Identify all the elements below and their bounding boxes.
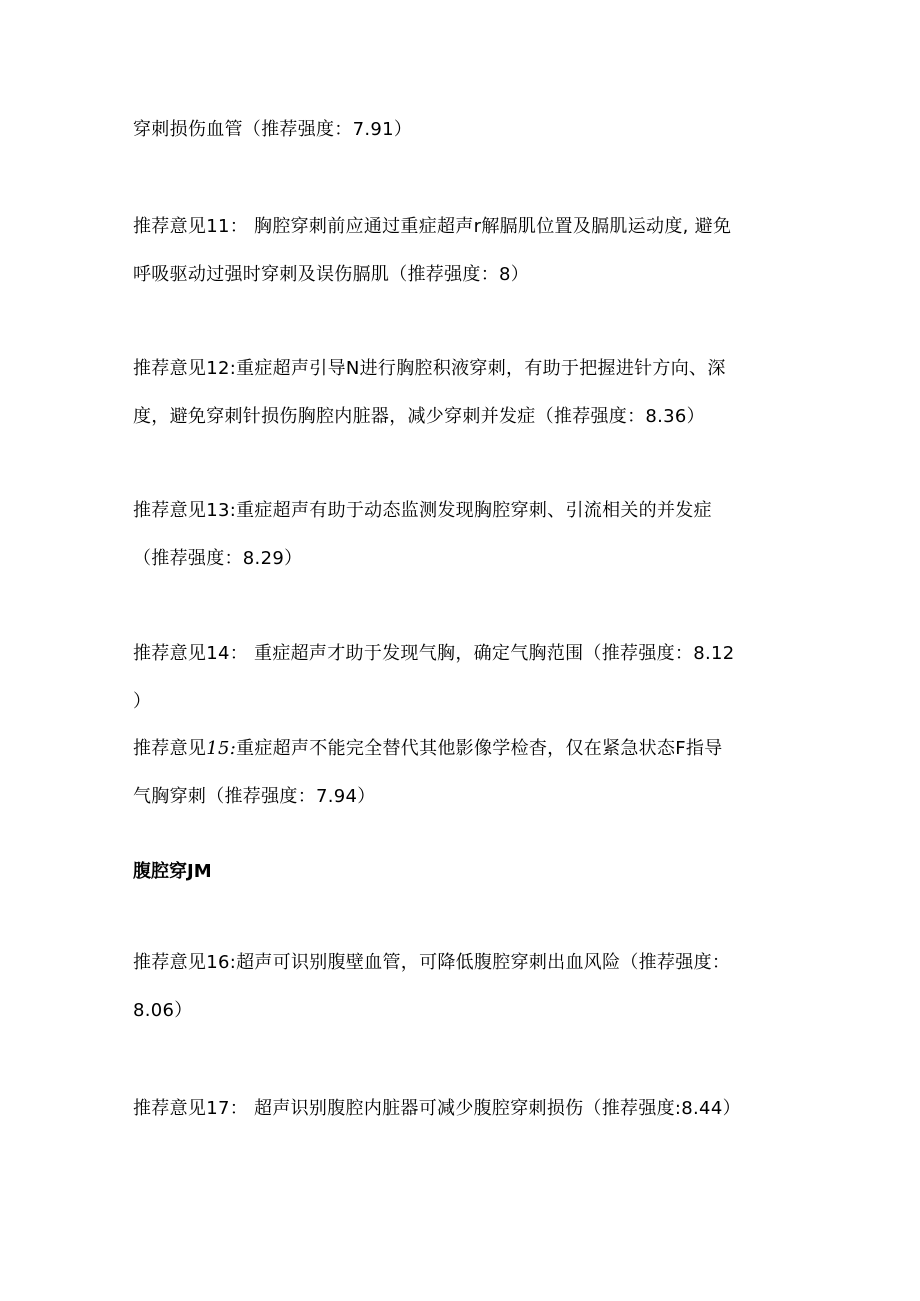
paragraph-line: 度，避免穿刺针损伤胸腔内脏器，减少穿刺并发症（推荐强度：8.36） xyxy=(133,406,705,427)
paragraph-line: 气胸穿刺（推荐强度：7.94） xyxy=(133,786,376,807)
paragraph-line: 穿刺损伤血管（推荐强度：7.91） xyxy=(133,119,413,140)
paragraph-line: 推荐意见11： 胸腔穿刺前应通过重症超声r解膈肌位置及膈肌运动度, 避免 xyxy=(133,216,732,237)
paragraph-text: 重症超声不能完全替代其他影像学检杳，仅在紧急状态F指导 xyxy=(236,738,723,759)
paragraph-prefix: 推荐意见 xyxy=(133,738,207,759)
paragraph-line: 推荐意见16:超声可识别腹壁血管，可降低腹腔穿刺出血风险（推荐强度： xyxy=(133,952,731,973)
paragraph-line: 8.06） xyxy=(133,1000,193,1021)
paragraph-line xyxy=(133,736,793,762)
paragraph-line: （推荐强度：8.29） xyxy=(133,548,303,569)
section-heading: 腹腔穿JM xyxy=(133,861,212,882)
paragraph-number-italic: 15: xyxy=(206,738,237,759)
paragraph-line: ） xyxy=(133,691,152,712)
paragraph-line: 呼吸驱动过强时穿刺及误伤膈肌（推荐强度：8） xyxy=(133,264,530,285)
paragraph-line: 推荐意见13:重症超声有助于动态监测发现胸腔穿刺、引流相关的并发症 xyxy=(133,500,712,521)
paragraph-line: 推荐意见12:重症超声引导N进行胸腔积液穿刺，有助于把握进针方向、深 xyxy=(133,358,726,379)
paragraph-line: 推荐意见14： 重症超声才助于发现气胸，确定气胸范围（推荐强度：8.12 xyxy=(133,643,735,664)
paragraph-line: 推荐意见17： 超声识别腹腔内脏器可减少腹腔穿刺损伤（推荐强度:8.44） xyxy=(133,1098,741,1119)
